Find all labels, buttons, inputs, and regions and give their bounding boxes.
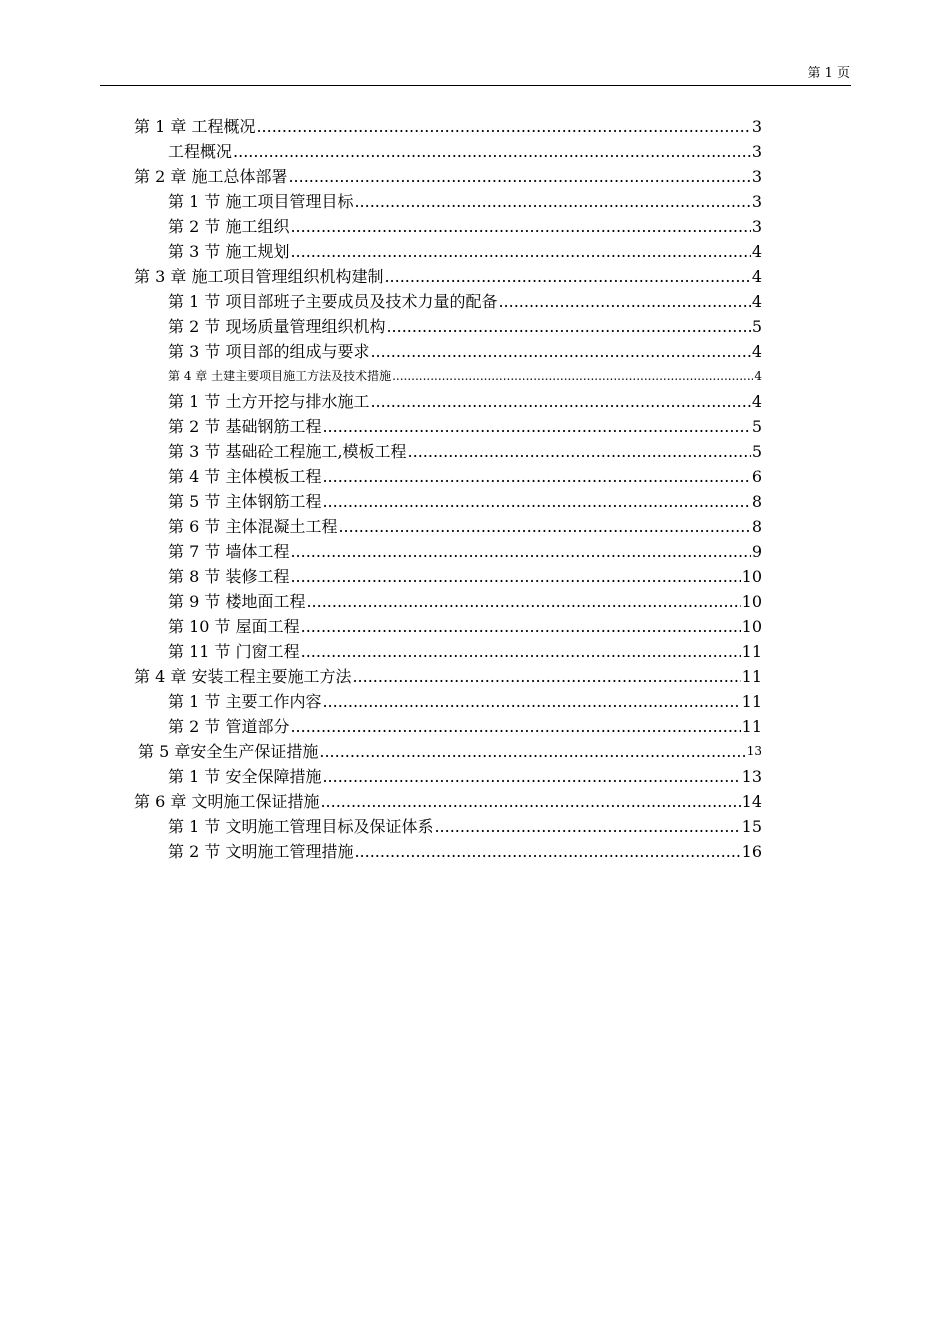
- toc-dot-leader: [290, 564, 740, 589]
- toc-entry-page-number: 15: [741, 817, 762, 836]
- toc-entry-title: 第 2 章 施工总体部署: [134, 167, 288, 186]
- toc-entry-page-number: 10: [741, 567, 762, 586]
- toc-dot-leader: [370, 339, 750, 364]
- toc-entry-page-number: 8: [751, 492, 762, 511]
- toc-entry-page-number: 11: [741, 667, 762, 686]
- toc-entry[interactable]: [134, 564, 762, 589]
- toc-entry[interactable]: [134, 289, 762, 314]
- toc-entry[interactable]: [134, 839, 762, 864]
- toc-entry-page-number: 11: [741, 642, 762, 661]
- toc-dot-leader: [290, 214, 750, 239]
- toc-entry-page-number: 4: [751, 342, 762, 361]
- toc-dot-leader: [290, 239, 750, 264]
- toc-entry-page-number: 4: [751, 392, 762, 411]
- toc-entry-title: 第 8 节 装修工程: [168, 567, 290, 586]
- toc-entry-title: 第 2 节 管道部分: [168, 717, 290, 736]
- toc-entry[interactable]: [134, 589, 762, 614]
- toc-entry-title: 第 9 节 楼地面工程: [168, 592, 306, 611]
- toc-dot-leader: [233, 139, 751, 164]
- toc-entry[interactable]: [134, 414, 762, 439]
- toc-entry-title: 第 1 节 主要工作内容: [168, 692, 322, 711]
- toc-entry[interactable]: [134, 189, 762, 214]
- toc-entry[interactable]: [134, 639, 762, 664]
- toc-entry[interactable]: [134, 664, 762, 689]
- toc-entry[interactable]: [134, 339, 762, 364]
- toc-entry-title: 第 1 节 安全保障措施: [168, 767, 322, 786]
- page-number-label: 第 1 页: [807, 66, 850, 81]
- toc-entry-title: 第 1 节 施工项目管理目标: [168, 192, 354, 211]
- toc-dot-leader: [408, 439, 751, 464]
- toc-entry-title: 第 1 节 土方开挖与排水施工: [168, 392, 370, 411]
- toc-entry-page-number: 3: [751, 217, 762, 236]
- toc-dot-leader: [288, 164, 750, 189]
- toc-entry[interactable]: [134, 364, 762, 389]
- toc-entry[interactable]: [134, 239, 762, 264]
- toc-entry-title: 第 3 章 施工项目管理组织机构建制: [134, 267, 384, 286]
- toc-entry-title: 第 3 节 基础砼工程施工,模板工程: [168, 442, 407, 461]
- toc-entry-page-number: 11: [741, 717, 762, 736]
- toc-entry-title: 第 11 节 门窗工程: [168, 642, 300, 661]
- toc-entry-title: 第 7 节 墙体工程: [168, 542, 290, 561]
- toc-entry-page-number: 13: [746, 744, 762, 758]
- toc-dot-leader: [498, 289, 750, 314]
- toc-entry[interactable]: [134, 514, 762, 539]
- toc-entry-title: 工程概况: [168, 142, 233, 161]
- toc-entry[interactable]: [134, 214, 762, 239]
- toc-entry[interactable]: [134, 714, 762, 739]
- toc-entry-page-number: 6: [751, 467, 762, 486]
- toc-dot-leader: [319, 739, 745, 764]
- toc-dot-leader: [290, 539, 750, 564]
- toc-entry-title: 第 2 节 基础钢筋工程: [168, 417, 322, 436]
- toc-entry-page-number: 3: [751, 142, 762, 161]
- toc-dot-leader: [290, 714, 740, 739]
- toc-dot-leader: [322, 414, 750, 439]
- toc-dot-leader: [338, 514, 750, 539]
- toc-entry[interactable]: [134, 114, 762, 139]
- toc-entry[interactable]: [134, 764, 762, 789]
- toc-entry-title: 第 6 节 主体混凝土工程: [168, 517, 338, 536]
- toc-entry-page-number: 4: [751, 267, 762, 286]
- toc-entry-title: 第 4 节 主体模板工程: [168, 467, 322, 486]
- toc-dot-leader: [354, 189, 750, 214]
- toc-dot-leader: [384, 264, 750, 289]
- toc-entry-page-number: 3: [751, 192, 762, 211]
- toc-dot-leader: [320, 789, 740, 814]
- toc-entry[interactable]: [134, 464, 762, 489]
- toc-entry-page-number: 5: [751, 317, 762, 336]
- toc-entry-title: 第 3 节 项目部的组成与要求: [168, 342, 370, 361]
- toc-dot-leader: [301, 614, 741, 639]
- toc-entry-page-number: 5: [751, 417, 762, 436]
- toc-entry[interactable]: [134, 739, 762, 764]
- toc-entry-page-number: 13: [741, 767, 762, 786]
- toc-entry[interactable]: [134, 439, 762, 464]
- header-divider: [100, 85, 851, 86]
- toc-entry-title: 第 2 节 文明施工管理措施: [168, 842, 354, 861]
- toc-entry-title: 第 6 章 文明施工保证措施: [134, 792, 320, 811]
- toc-entry-page-number: 14: [741, 792, 762, 811]
- toc-entry[interactable]: [134, 814, 762, 839]
- toc-entry[interactable]: [134, 539, 762, 564]
- toc-entry-page-number: 5: [751, 442, 762, 461]
- toc-entry-title: 第 1 节 项目部班子主要成员及技术力量的配备: [168, 292, 498, 311]
- toc-dot-leader: [322, 689, 740, 714]
- toc-entry-title: 第 3 节 施工规划: [168, 242, 290, 261]
- table-of-contents: [134, 114, 762, 864]
- toc-dot-leader: [434, 814, 740, 839]
- toc-dot-leader: [352, 664, 740, 689]
- toc-dot-leader: [392, 364, 753, 389]
- toc-entry-page-number: 10: [741, 592, 762, 611]
- toc-entry-page-number: 3: [751, 117, 762, 136]
- toc-entry-page-number: 9: [751, 542, 762, 561]
- toc-entry-title: 第 4 章 土建主要项目施工方法及技术措施: [168, 369, 392, 383]
- toc-entry[interactable]: [134, 314, 762, 339]
- toc-entry[interactable]: [134, 489, 762, 514]
- toc-dot-leader: [322, 489, 750, 514]
- toc-entry[interactable]: [134, 139, 762, 164]
- toc-entry-title: 第 1 章 工程概况: [134, 117, 256, 136]
- toc-entry[interactable]: [134, 389, 762, 414]
- toc-entry-title: 第 2 节 现场质量管理组织机构: [168, 317, 386, 336]
- toc-entry-page-number: 4: [754, 369, 762, 383]
- toc-entry[interactable]: [134, 164, 762, 189]
- toc-entry-title: 第 4 章 安装工程主要施工方法: [134, 667, 352, 686]
- toc-dot-leader: [322, 464, 750, 489]
- toc-dot-leader: [370, 389, 750, 414]
- toc-dot-leader: [256, 114, 750, 139]
- toc-entry[interactable]: [134, 264, 762, 289]
- toc-dot-leader: [306, 589, 740, 614]
- toc-entry[interactable]: [134, 789, 762, 814]
- toc-entry[interactable]: [134, 614, 762, 639]
- toc-entry-title: 第 5 节 主体钢筋工程: [168, 492, 322, 511]
- toc-entry-page-number: 4: [751, 242, 762, 261]
- toc-entry-page-number: 4: [751, 292, 762, 311]
- toc-entry-title: 第 10 节 屋面工程: [168, 617, 300, 636]
- toc-entry-page-number: 11: [741, 692, 762, 711]
- toc-entry-page-number: 16: [741, 842, 762, 861]
- toc-dot-leader: [354, 839, 740, 864]
- toc-dot-leader: [301, 639, 741, 664]
- toc-dot-leader: [322, 764, 740, 789]
- toc-entry-page-number: 8: [751, 517, 762, 536]
- toc-entry-title: 第 2 节 施工组织: [168, 217, 290, 236]
- toc-entry-title: 第 5 章安全生产保证措施: [138, 742, 319, 761]
- toc-entry-page-number: 3: [751, 167, 762, 186]
- toc-entry-page-number: 10: [741, 617, 762, 636]
- toc-entry-title: 第 1 节 文明施工管理目标及保证体系: [168, 817, 434, 836]
- toc-dot-leader: [386, 314, 750, 339]
- toc-entry[interactable]: [134, 689, 762, 714]
